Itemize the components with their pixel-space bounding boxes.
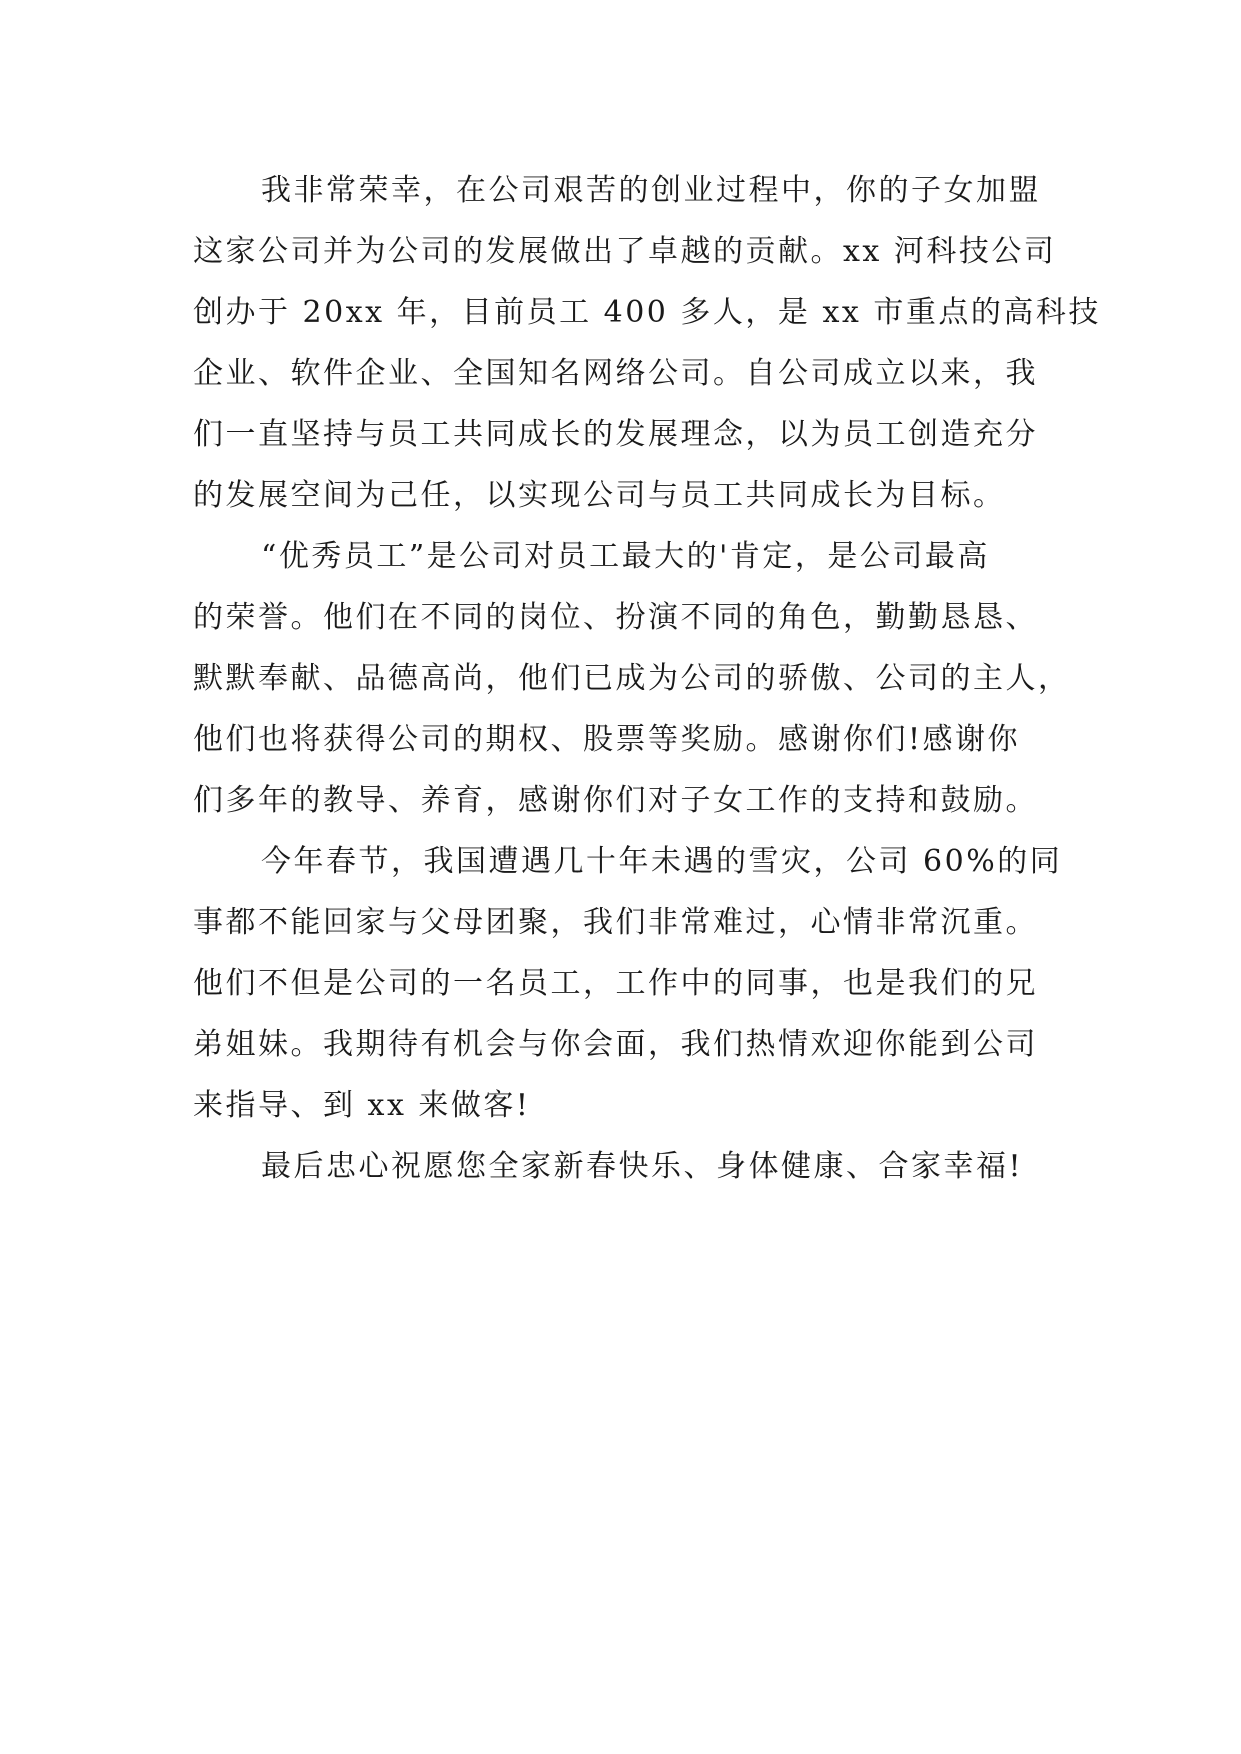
text-line: 默默奉献、品德高尚，他们已成为公司的骄傲、公司的主人， [193, 661, 1071, 696]
text-line: 这家公司并为公司的发展做出了卓越的贡献。xx 河科技公司 [193, 234, 1057, 269]
text-line: 事都不能回家与父母团聚，我们非常难过，心情非常沉重。 [193, 905, 1038, 940]
text-line: 我非常荣幸，在公司艰苦的创业过程中，你的子女加盟 [261, 173, 1041, 208]
text-line: 们一直坚持与员工共同成长的发展理念，以为员工创造充分 [193, 417, 1038, 452]
text-line: 创办于 20xx 年，目前员工 400 多人，是 xx 市重点的高科技 [193, 295, 1101, 330]
paragraph-closing-wishes [193, 1136, 1073, 1197]
text-line: 最后忠心祝愿您全家新春快乐、身体健康、合家幸福! [261, 1149, 1024, 1184]
text-line: 的荣誉。他们在不同的岗位、扮演不同的角色，勤勤恳恳、 [193, 600, 1038, 635]
text-line: “优秀员工”是公司对员工最大的'肯定，是公司最高 [261, 539, 990, 574]
paragraph-excellent-employee [193, 526, 1073, 831]
text-line: 企业、软件企业、全国知名网络公司。自公司成立以来，我 [193, 356, 1038, 391]
paragraph-spring-festival [193, 831, 1073, 1136]
text-line: 的发展空间为己任，以实现公司与员工共同成长为目标。 [193, 478, 1006, 513]
text-line: 今年春节，我国遭遇几十年未遇的雪灾，公司 60%的同 [261, 844, 1063, 879]
text-line: 他们也将获得公司的期权、股票等奖励。感谢你们!感谢你 [193, 722, 1021, 757]
text-line: 们多年的教导、养育，感谢你们对子女工作的支持和鼓励。 [193, 783, 1038, 818]
text-line: 来指导、到 xx 来做客! [193, 1088, 531, 1123]
paragraph-company-intro [193, 160, 1101, 526]
text-line: 弟姐妹。我期待有机会与你会面，我们热情欢迎你能到公司 [193, 1027, 1038, 1062]
letter-body [193, 160, 1101, 1197]
text-line: 他们不但是公司的一名员工，工作中的同事，也是我们的兄 [193, 966, 1038, 1001]
